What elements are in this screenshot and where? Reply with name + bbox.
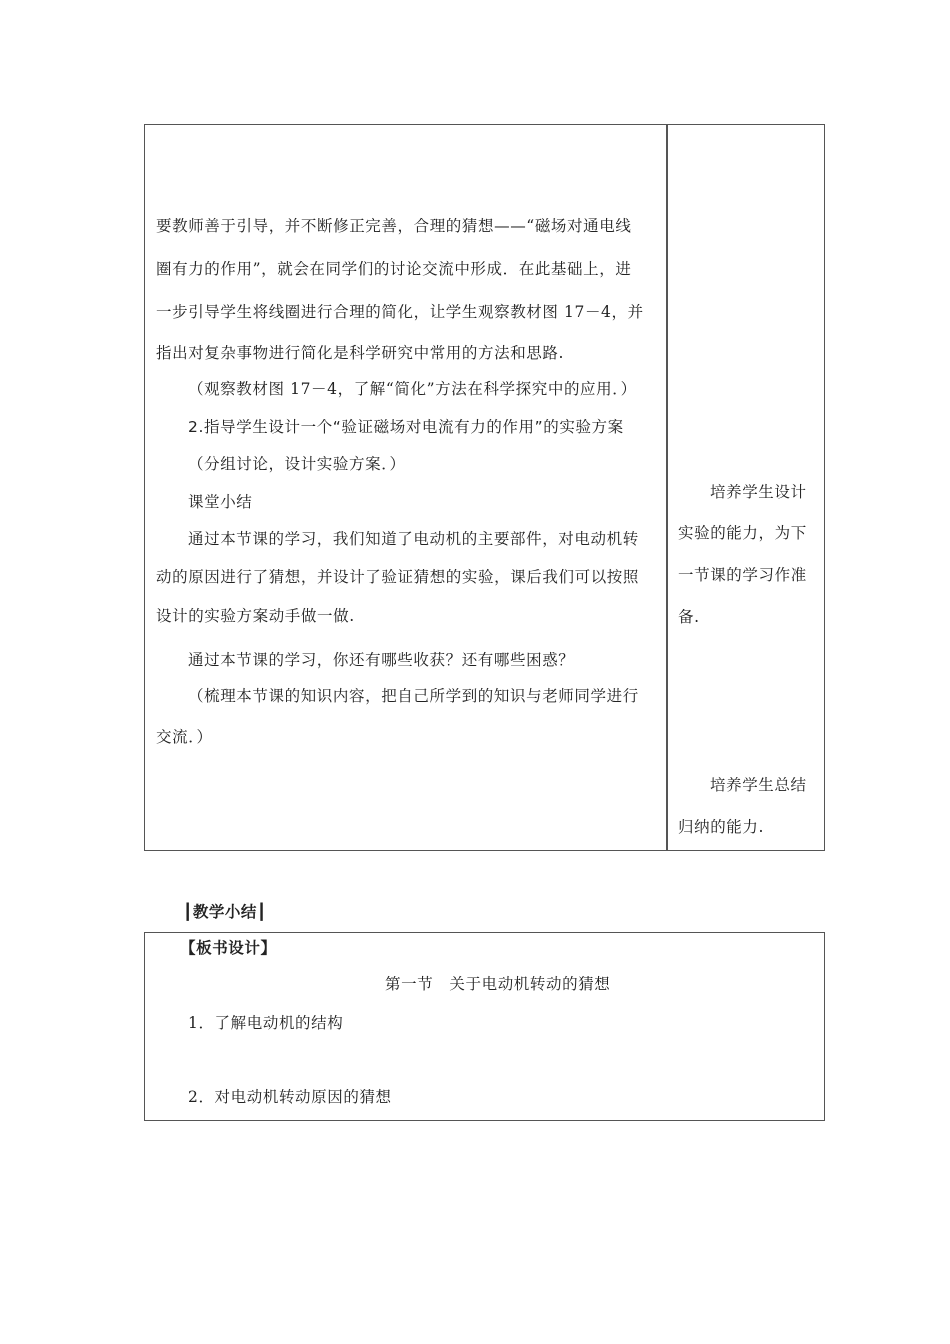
board-item-2: 2．对电动机转动原因的猜想: [188, 1088, 392, 1106]
intent-line-5: 培养学生总结: [710, 776, 807, 794]
process-line-9: 通过本节课的学习，我们知道了电动机的主要部件，对电动机转: [188, 530, 639, 548]
process-line-13: （梳理本节课的知识内容，把自己所学到的知识与老师同学进行: [188, 687, 639, 705]
intent-line-6: 归纳的能力.: [678, 818, 765, 836]
process-line-12: 通过本节课的学习，你还有哪些收获？还有哪些困惑？: [188, 651, 575, 669]
board-design-label: 【板书设计】: [180, 939, 277, 957]
process-line-10: 动的原因进行了猜想，并设计了验证猜想的实验，课后我们可以按照: [156, 568, 640, 586]
process-line-7: （分组讨论，设计实验方案．）: [188, 455, 406, 473]
intent-line-1: 培养学生设计: [710, 483, 807, 501]
intent-line-3: 一节课的学习作准: [678, 566, 807, 584]
board-design-table: [144, 932, 825, 1121]
process-line-14: 交流．）: [156, 728, 213, 746]
process-line-4: 指出对复杂事物进行简化是科学研究中常用的方法和思路.: [156, 344, 565, 362]
board-title: 第一节 关于电动机转动的猜想: [385, 975, 611, 993]
intent-line-4: 备.: [678, 608, 700, 626]
intent-line-2: 实验的能力，为下: [678, 524, 807, 542]
process-line-6: 2.指导学生设计一个“验证磁场对电流有力的作用”的实验方案: [188, 418, 624, 436]
process-line-3: 一步引导学生将线圈进行合理的简化，让学生观察教材图 17－4，并: [156, 303, 644, 321]
board-item-1: 1．了解电动机的结构: [188, 1014, 344, 1032]
lesson-process-table: [144, 124, 825, 851]
column-divider: [666, 125, 668, 850]
process-line-5: （观察教材图 17－4，了解“简化”方法在科学探究中的应用．）: [188, 380, 637, 398]
process-line-11: 设计的实验方案动手做一做.: [156, 607, 355, 625]
process-line-2: 圈有力的作用”，就会在同学们的讨论交流中形成．在此基础上，进: [156, 260, 632, 278]
teaching-summary-heading: ┃教学小结┃: [183, 903, 267, 921]
process-line-1: 要教师善于引导，并不断修正完善，合理的猜想——“磁场对通电线: [156, 217, 632, 235]
class-summary-heading: 课堂小结: [188, 493, 253, 511]
